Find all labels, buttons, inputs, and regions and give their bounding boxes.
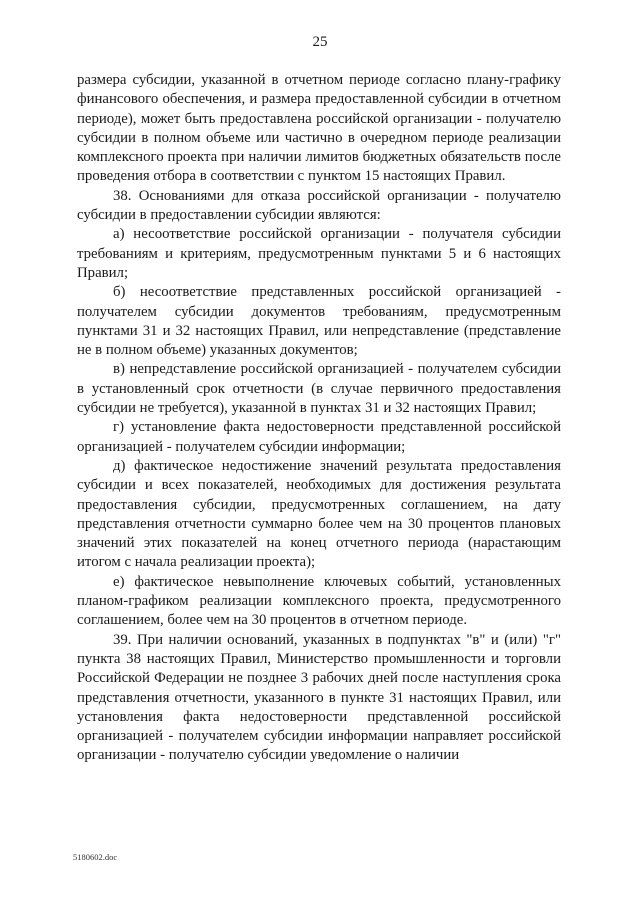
paragraph: е) фактическое невыполнение ключевых событий, установленных планом-графиком реализации комплексного проекта, предусмотренного соглашением, более чем на 30 процентов в отчетном периоде. [77, 573, 561, 629]
page-number: 25 [312, 34, 328, 50]
footer-filename: 5180602.doc [73, 852, 118, 862]
paragraph: 38. Основаниями для отказа российской организации - получателю субсидии в предоставлении субсидии являются: [77, 187, 561, 224]
paragraph: г) установление факта недостоверности представленной российской организацией - получателем субсидии информации; [77, 419, 561, 455]
paragraph: размера субсидии, указанной в отчетном периоде согласно плану-графику финансового обеспечения, и размера предоставленной субсидии в отчетном периоде), может быть предоставлена российской организации - получателю субсидии в полном объеме или частично в очередном периоде реализации комплексного проекта при наличии лимитов бюджетных обязательств после проведения отбора в соответствии с пунктом 15 настоящих Правил. [77, 72, 561, 185]
paragraph: б) несоответствие представленных российской организацией - получателем субсидии документов требованиям, предусмотренным пунктами 31 и 32 настоящих Правил, или непредставление (представление не в полном объеме) указанных документов; [77, 284, 561, 359]
paragraph: д) фактическое недостижение значений результата предоставления субсидии и всех показателей, необходимых для достижения результата предоставления субсидии, предусмотренных соглашением, на дату представления отчетности суммарно более чем на 30 процентов плановых значений этих показателей на конец отчетного периода (нарастающим итогом с начала реализации проекта); [77, 457, 561, 571]
paragraph: 39. При наличии оснований, указанных в подпунктах "в" и (или) "г" пункта 38 настоящих Правил, Министерство промышленности и торговли Российской Федерации не позднее 3 рабочих дней после наступления срока представления отчетности, указанного в пункте 31 настоящих Правил, или установления факта недостоверности представленной российской организацией - получателем субсидии информации направляет российской организации - получателю субсидии уведомление о наличии [77, 631, 561, 764]
body-text [77, 71, 561, 766]
paragraph: в) непредставление российской организацией - получателем субсидии в установленный срок отчетности (в случае первичного предоставления субсидии не требуется), указанной в пунктах 31 и 32 настоящих Правил; [77, 361, 561, 417]
paragraph: а) несоответствие российской организации - получателя субсидии требованиям и критериям, предусмотренным пунктами 5 и 6 настоящих Правил; [77, 226, 561, 281]
